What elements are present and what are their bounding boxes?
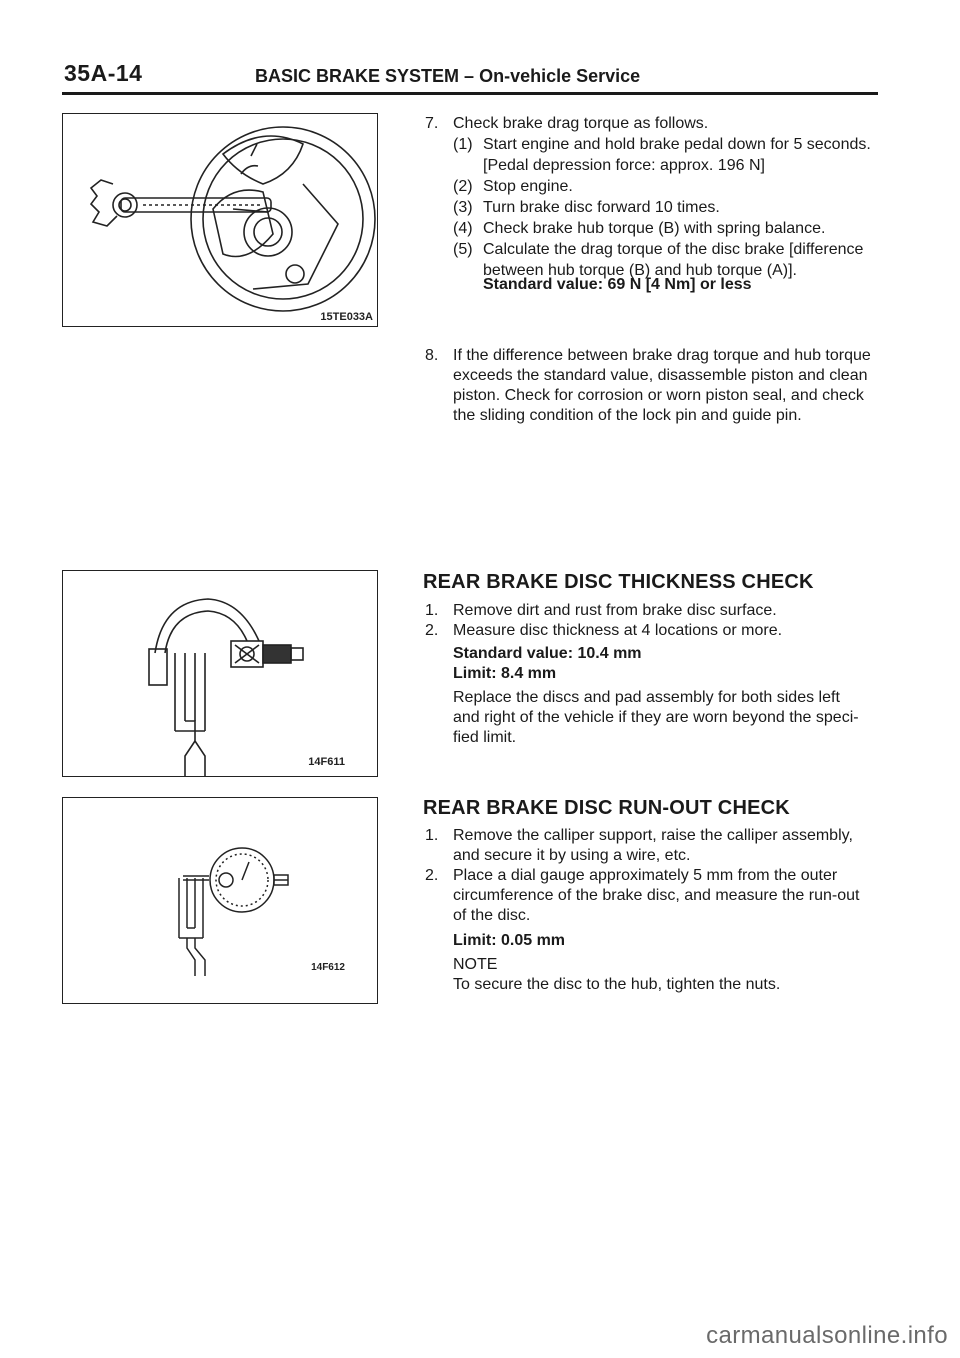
substep-text: Check brake hub torque (B) with spring balance. [483,220,826,237]
substep-number: (4) [453,220,473,237]
item-number: 1. [425,602,439,619]
note-line: Replace the discs and pad assembly for both sides left [453,689,840,706]
note-line: and right of the vehicle if they are worn beyond the speci- [453,709,859,726]
note-line: fied limit. [453,729,517,746]
page-title [255,66,640,87]
page-number: 35A-14 [64,60,143,86]
step-text: the sliding condition of the lock pin and guide pin. [453,407,802,424]
substep-text: Start engine and hold brake pedal down for 5 seconds. [483,136,871,153]
limit-runout: Limit: 0.05 mm [453,932,566,949]
header-rule [62,92,878,95]
substep-text: Calculate the drag torque of the disc brake [difference [483,241,864,258]
item-text: Place a dial gauge approximately 5 mm from the outer [453,867,838,884]
figure-code: 14F612 [311,962,345,973]
section-subtitle: On-vehicle Service [479,66,641,86]
figure-micrometer [62,570,378,777]
substep-text: Stop engine. [483,178,573,195]
figure-code: 15TE033A [320,311,373,323]
substep-number: (2) [453,178,473,195]
item-text: of the disc. [453,907,531,924]
step-text: If the difference between brake drag torque and hub torque [453,347,871,364]
section-heading-runout: REAR BRAKE DISC RUN-OUT CHECK [423,797,790,819]
standard-value-thickness: Standard value: 10.4 mm [453,645,642,662]
step-8 [425,346,900,436]
step-number: 8. [425,347,439,364]
item-number: 2. [425,622,439,639]
step-text: exceeds the standard value, disassemble piston and clean [453,367,868,384]
runout-item-2 [425,866,900,928]
item-number: 1. [425,827,439,844]
substep-number: (1) [453,136,473,153]
item-text: Measure disc thickness at 4 locations or more. [453,622,783,639]
limit-thickness: Limit: 8.4 mm [453,665,557,682]
substep-text: Turn brake disc forward 10 times. [483,199,720,216]
standard-value-drag: Standard value: 69 N [4 Nm] or less [483,276,752,293]
item-text: and secure it by using a wire, etc. [453,847,691,864]
substep-number: (5) [453,241,473,258]
substep-text: between hub torque (B) and hub torque (A)]. [483,262,797,279]
figure-dial-gauge [62,797,378,1004]
micrometer-illustration [63,571,377,776]
thickness-note [453,688,903,750]
watermark-text: carmanualsonline.info [706,1322,948,1349]
item-text: circumference of the brake disc, and measure the run-out [453,887,860,904]
section-heading-thickness: REAR BRAKE DISC THICKNESS CHECK [423,571,814,593]
item-text: Remove the calliper support, raise the calliper assembly, [453,827,853,844]
figure-drag-torque [62,113,378,327]
figure-code: 14F611 [308,756,345,768]
drag-torque-illustration [63,114,377,326]
step-number: 7. [425,115,439,132]
item-text: Remove dirt and rust from brake disc surface. [453,602,777,619]
note-text: To secure the disc to the hub, tighten the nuts. [453,976,781,993]
item-number: 2. [425,867,439,884]
step-text: Check brake drag torque as follows. [453,115,709,132]
title-dash: – [464,66,475,86]
substep-text: [Pedal depression force: approx. 196 N] [483,157,765,174]
section-title: BASIC BRAKE SYSTEM [255,66,460,86]
note-title: NOTE [453,956,498,973]
substep-number: (3) [453,199,473,216]
runout-item-1 [425,826,900,868]
step-text: piston. Check for corrosion or worn piston seal, and check [453,387,864,404]
